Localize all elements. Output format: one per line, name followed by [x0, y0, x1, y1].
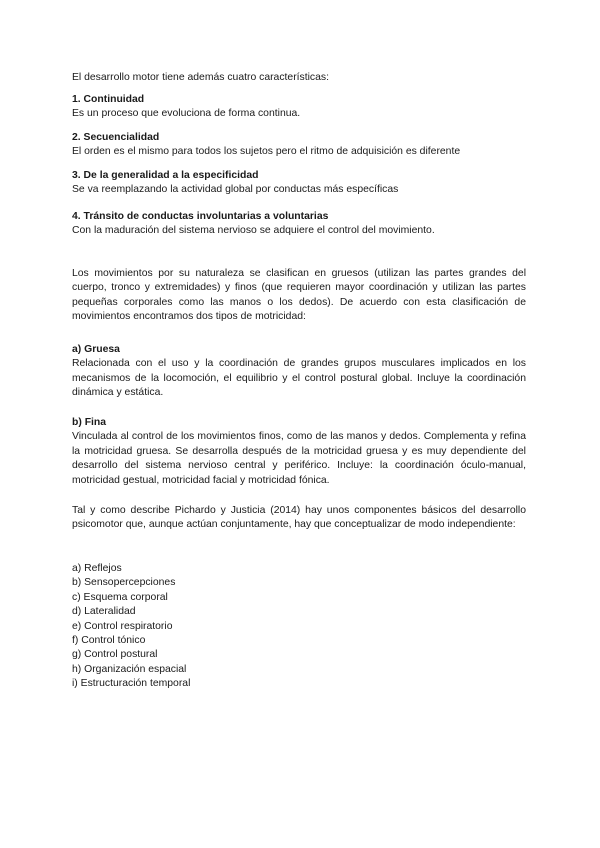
- characteristic-text: Se va reemplazando la actividad global por conductas más específicas: [72, 184, 399, 196]
- characteristic-title: 3. De la generalidad a la especificidad: [72, 170, 259, 181]
- type-text: Vinculada al control de los movimientos finos, como de las manos y dedos. Complementa y refina la motricidad gruesa. Se desarrolla después de la motricidad gruesa y es muy dependiente del desarrollo del sistema nervioso central y periférico. Incluye: la coordinación óculo-manual, motricidad gestual, motricidad facial y motricidad fónica.: [72, 431, 526, 486]
- characteristic-title: 2. Secuencialidad: [72, 132, 160, 143]
- type-text: Relacionada con el uso y la coordinación de grandes grupos musculares implicados en los mecanismos de la locomoción, el equilibrio y el control postural global. Incluye la coordinación dinámica y estática.: [72, 358, 526, 399]
- type-fine: [72, 416, 526, 488]
- characteristic-title: 1. Continuidad: [72, 94, 145, 105]
- components-list: [72, 562, 526, 692]
- type-gross: [72, 343, 526, 401]
- characteristic-text: Es un proceso que evoluciona de forma continua.: [72, 108, 301, 120]
- components-intro-paragraph: Tal y como describe Pichardo y Justicia (2014) hay unos componentes básicos del desarrollo psicomotor que, aunque actúan conjuntamente, hay que conceptualizar de modo independiente:: [72, 505, 526, 531]
- list-item: i) Estructuración temporal: [72, 678, 191, 690]
- list-item: g) Control postural: [72, 649, 158, 661]
- characteristic-title: 4. Tránsito de conductas involuntarias a voluntarias: [72, 211, 329, 222]
- type-title: b) Fina: [72, 417, 107, 428]
- list-item: b) Sensopercepciones: [72, 577, 176, 589]
- classification-paragraph: Los movimientos por su naturaleza se clasifican en gruesos (utilizan las partes grandes del cuerpo, tronco y extremidades) y finos (que requieren mayor coordinación y utilizan las partes pequeñas corporales como las manos o los dedos). De acuerdo con esta clasificación de movimientos encontramos dos tipos de motricidad:: [72, 268, 526, 323]
- characteristic-2: [72, 131, 526, 160]
- list-item: f) Control tónico: [72, 635, 146, 647]
- characteristic-1: [72, 93, 526, 122]
- characteristic-text: Con la maduración del sistema nervioso se adquiere el control del movimiento.: [72, 225, 435, 237]
- intro-text: El desarrollo motor tiene además cuatro características:: [72, 72, 329, 83]
- characteristic-4: [72, 210, 526, 239]
- characteristic-3: [72, 169, 526, 198]
- list-item: d) Lateralidad: [72, 606, 136, 618]
- list-item: e) Control respiratorio: [72, 620, 173, 632]
- type-title: a) Gruesa: [72, 344, 120, 355]
- characteristic-text: El orden es el mismo para todos los sujetos pero el ritmo de adquisición es diferente: [72, 146, 461, 158]
- list-item: a) Reflejos: [72, 563, 122, 574]
- list-item: c) Esquema corporal: [72, 591, 168, 603]
- list-item: h) Organización espacial: [72, 663, 187, 675]
